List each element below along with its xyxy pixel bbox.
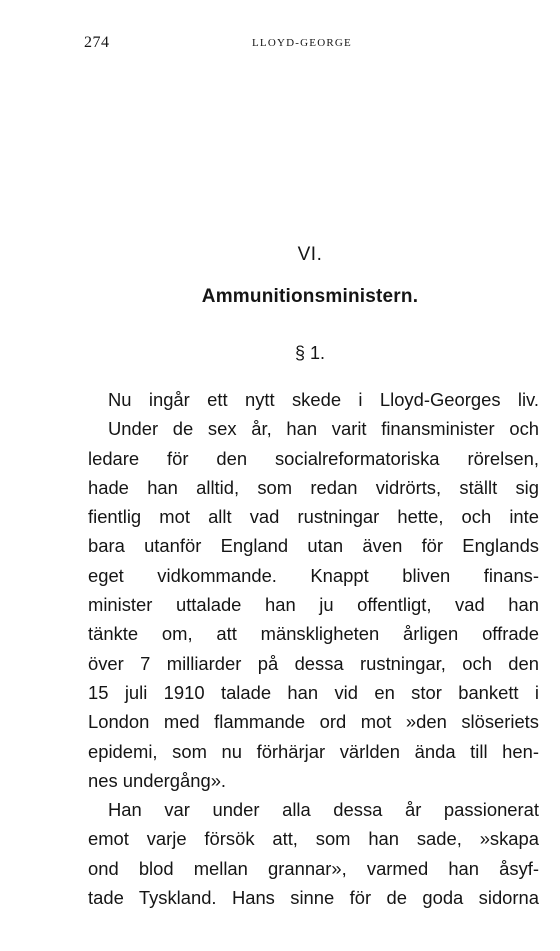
text-line: ledare för den socialreformatoriska rörelsen, [88, 447, 539, 469]
section-heading: § 1. [294, 343, 326, 363]
page-number: 274 [84, 34, 110, 51]
text-line: tänkte om, att mänskligheten årligen offrade [88, 623, 539, 645]
text-line: eget vidkommande. Knappt bliven finans- [88, 564, 539, 586]
text-line: fientlig mot allt vad rustningar hette, och inte [88, 506, 539, 528]
text-line: emot varje försök att, som han sade, »skapa [88, 828, 539, 850]
running-head [84, 34, 540, 56]
text-line: tade Tyskland. Hans sinne för de goda sidorna [88, 887, 539, 909]
text-line: London med flammande ord mot »den slöseriets [88, 711, 539, 733]
text-line: Nu ingår ett nytt skede i Lloyd-Georges liv. [108, 389, 539, 410]
text-line: Han var under alla dessa år passionerat [108, 799, 539, 821]
text-line: bara utanför England utan även för Englands [88, 535, 539, 557]
text-line: epidemi, som nu förhärjar världen ända till hen- [88, 740, 539, 762]
body-text [88, 385, 539, 912]
text-line: ond blod mellan grannar», varmed han åsyf- [88, 857, 539, 879]
text-line: 15 juli 1910 talade han vid en stor bankett i [88, 681, 539, 703]
text-line: över 7 milliarder på dessa rustningar, och den [88, 652, 539, 674]
text-line: minister uttalade han ju offentligt, vad han [88, 594, 539, 616]
text-line: Under de sex år, han varit finansminister och [108, 418, 539, 440]
text-line: nes undergång». [88, 769, 227, 791]
running-title: LLOYD-GEORGE [252, 37, 352, 49]
text-line: hade han alltid, som redan vidrörts, ställt sig [88, 476, 539, 498]
chapter-number: VI. [297, 244, 323, 265]
chapter-title: Ammunitionsministern. [201, 286, 419, 307]
